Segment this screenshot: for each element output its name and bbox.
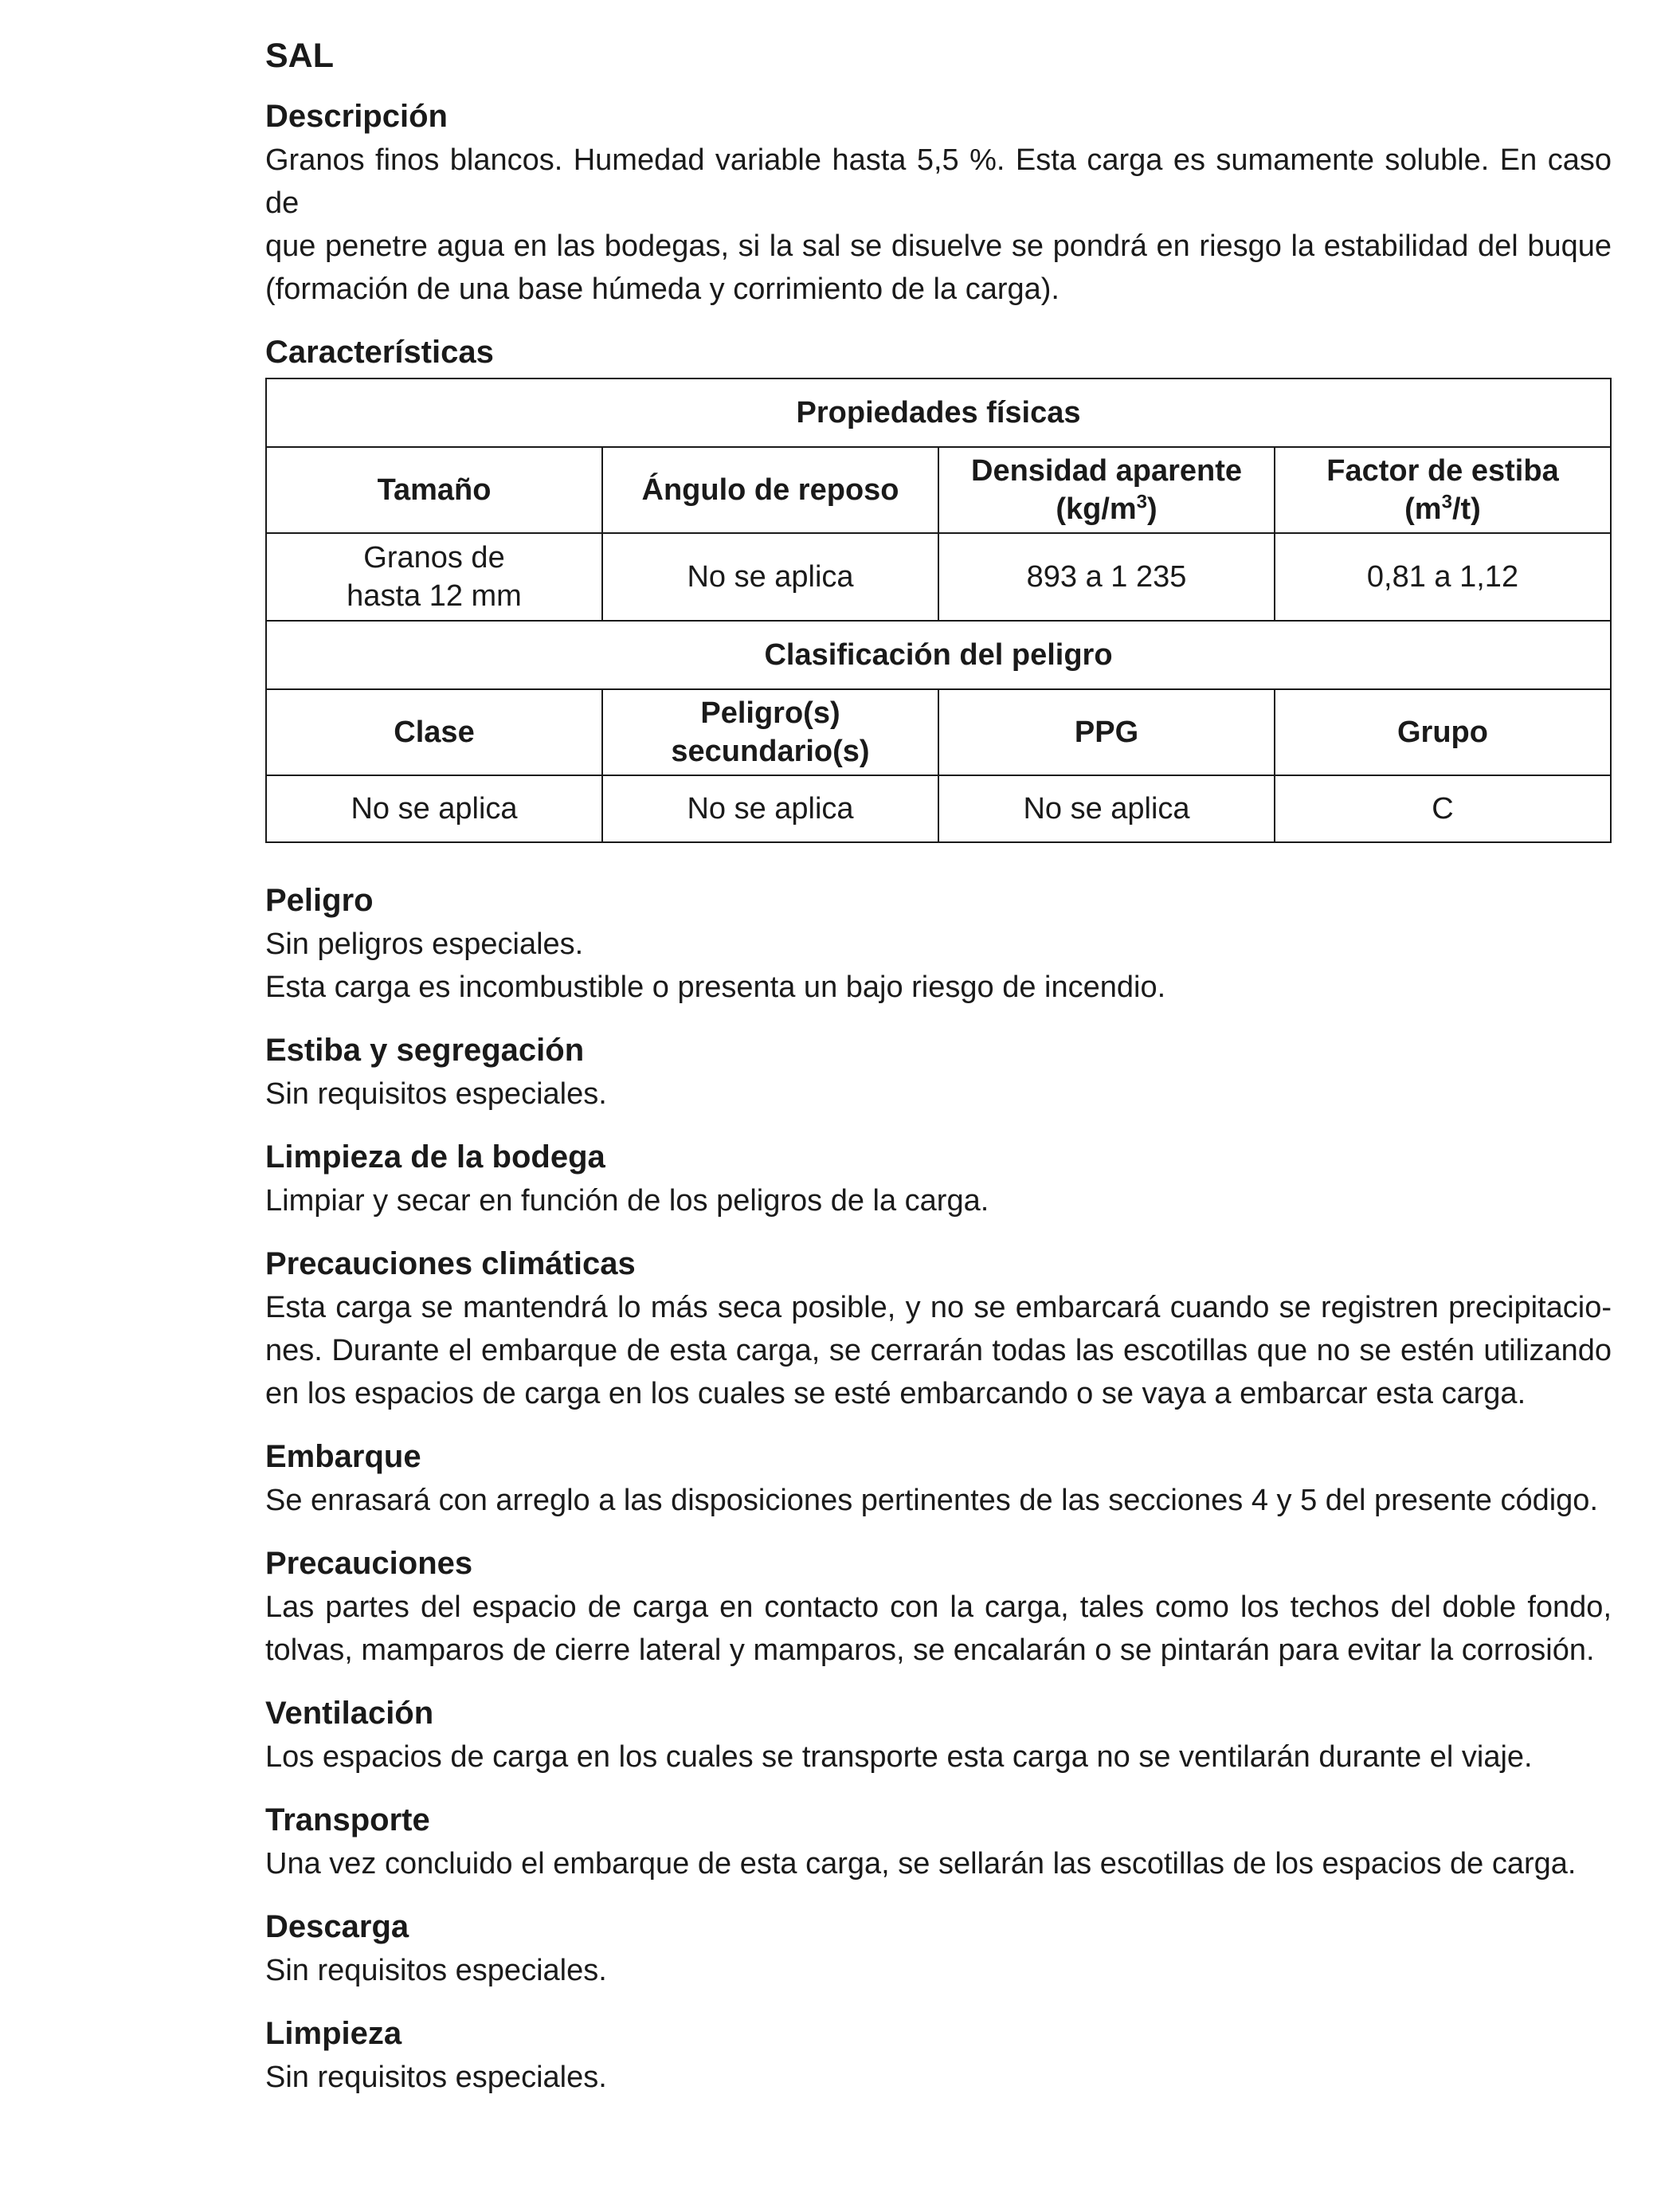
section-limpieza-bodega: [265, 1135, 1612, 1222]
header-secondary-hazard: Peligro(s) secundario(s): [602, 689, 938, 775]
table-row: [266, 533, 1611, 621]
body-line: Se enrasará con arreglo a las disposiciones pertinentes de las secciones 4 y 5 del presente código.: [265, 1484, 1599, 1517]
body-line: Sin requisitos especiales.: [265, 2061, 607, 2094]
header-group: Grupo: [1275, 689, 1611, 775]
value-density: 893 a 1 235: [938, 533, 1275, 621]
header-density-unit: $(kg/m^3)$: [1056, 491, 1157, 526]
body-line: Una vez concluido el embarque de esta carga, se sellarán las escotillas de los espacios de carga.: [265, 1847, 1577, 1881]
hazard-classification-title: Clasificación del peligro: [266, 621, 1611, 689]
section-body: [265, 139, 1612, 311]
physical-properties-title: Propiedades físicas: [266, 378, 1611, 447]
body-line: Granos finos blancos. Humedad variable hasta 5,5 %. Esta carga es sumamente soluble. En caso de: [265, 143, 1612, 220]
body-line: Esta carga se mantendrá lo más seca posible, y no se embarcará cuando se registren precipitacio-: [265, 1291, 1612, 1324]
table-row: [266, 621, 1611, 689]
section-embarque: [265, 1434, 1612, 1522]
section-body: [265, 1735, 1612, 1779]
header-angle: Ángulo de reposo: [602, 447, 938, 533]
section-descripcion: [265, 94, 1612, 311]
section-body: [265, 1286, 1612, 1415]
section-heading: Limpieza de la bodega: [265, 1139, 605, 1175]
section-heading: Limpieza: [265, 2016, 402, 2051]
section-body: [265, 1179, 1612, 1222]
section-heading: Peligro: [265, 883, 374, 918]
section-body: [265, 1073, 1612, 1116]
section-body: [265, 2056, 1612, 2099]
body-line: Sin requisitos especiales.: [265, 1077, 607, 1111]
section-descarga: [265, 1904, 1612, 1992]
body-line: Las partes del espacio de carga en contacto con la carga, tales como los techos del doble fondo,: [265, 1590, 1612, 1624]
body-line: (formación de una base húmeda y corrimiento de la carga).: [265, 273, 1060, 306]
section-estiba: [265, 1028, 1612, 1116]
value-size: Granos de hasta 12 mm: [266, 533, 602, 621]
value-group: C: [1275, 775, 1611, 842]
body-line: Sin requisitos especiales.: [265, 1954, 607, 1987]
value-stowage-factor: 0,81 a 1,12: [1275, 533, 1611, 621]
header-ppg: PPG: [938, 689, 1275, 775]
section-body: [265, 1479, 1612, 1522]
body-line: en los espacios de carga en los cuales se esté embarcando o se vaya a embarcar esta carga.: [265, 1377, 1526, 1410]
section-body: [265, 923, 1612, 1009]
section-heading: Descripción: [265, 99, 448, 134]
value-class: No se aplica: [266, 775, 602, 842]
section-heading: Características: [265, 335, 494, 370]
section-heading: Descarga: [265, 1909, 409, 1944]
table-row: [266, 775, 1611, 842]
characteristics-table: [265, 378, 1612, 843]
table-row: [266, 447, 1611, 533]
header-class: Clase: [266, 689, 602, 775]
section-heading: Precauciones climáticas: [265, 1246, 636, 1281]
section-caracteristicas: [265, 330, 1612, 843]
body-line: Los espacios de carga en los cuales se transporte esta carga no se ventilarán durante el viaje.: [265, 1740, 1533, 1774]
section-transporte: [265, 1798, 1612, 1885]
body-line: nes. Durante el embarque de esta carga, se cerrarán todas las escotillas que no se estén utilizando: [265, 1334, 1612, 1367]
body-line: Sin peligros especiales.: [265, 928, 584, 961]
header-density: [938, 447, 1275, 533]
section-precauciones: [265, 1541, 1612, 1672]
section-heading: Precauciones: [265, 1546, 473, 1581]
section-precauciones-climaticas: [265, 1241, 1612, 1415]
table-row: [266, 378, 1611, 447]
section-body: [265, 1949, 1612, 1992]
header-stowage-unit: $(m^3/t)$: [1404, 491, 1481, 526]
section-body: [265, 1586, 1612, 1672]
header-stowage-factor: [1275, 447, 1611, 533]
header-stowage-label: Factor de estiba: [1326, 454, 1559, 488]
value-ppg: No se aplica: [938, 775, 1275, 842]
section-limpieza: [265, 2011, 1612, 2099]
section-ventilacion: [265, 1691, 1612, 1779]
value-angle: No se aplica: [602, 533, 938, 621]
body-line: tolvas, mamparos de cierre lateral y mamparos, se encalarán o se pintarán para evitar la corrosión.: [265, 1634, 1595, 1667]
section-peligro: [265, 878, 1612, 1009]
section-heading: Ventilación: [265, 1696, 434, 1731]
section-heading: Estiba y segregación: [265, 1033, 585, 1068]
section-body: [265, 1842, 1612, 1885]
value-secondary-hazard: No se aplica: [602, 775, 938, 842]
section-heading: Transporte: [265, 1802, 430, 1837]
section-heading: Embarque: [265, 1439, 421, 1474]
document-title: SAL: [265, 37, 334, 75]
header-density-label: Densidad aparente: [971, 454, 1242, 488]
body-line: que penetre agua en las bodegas, si la sal se disuelve se pondrá en riesgo la estabilidad del buque: [265, 229, 1612, 263]
body-line: Esta carga es incombustible o presenta un bajo riesgo de incendio.: [265, 971, 1166, 1004]
header-size: Tamaño: [266, 447, 602, 533]
table-row: [266, 689, 1611, 775]
document-page: [265, 32, 1612, 2118]
body-line: Limpiar y secar en función de los peligros de la carga.: [265, 1184, 989, 1218]
